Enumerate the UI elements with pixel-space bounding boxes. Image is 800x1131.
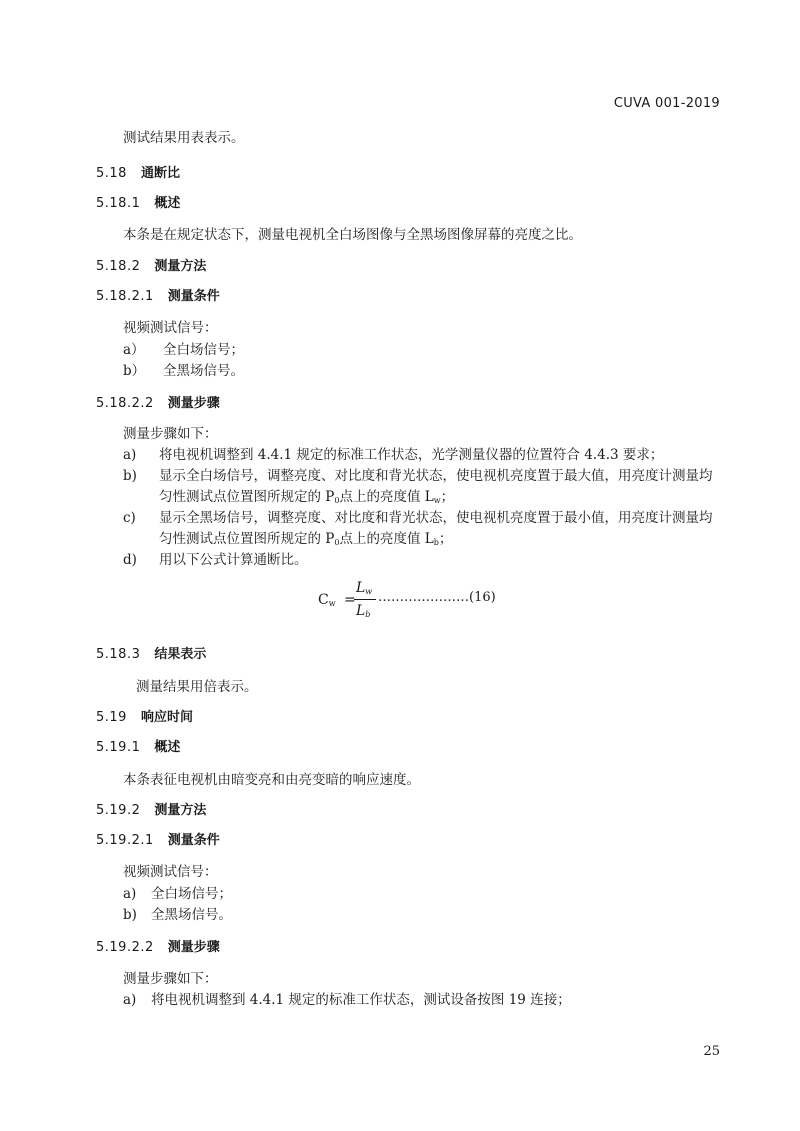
- paragraph-5-18-3: 测量结果用倍表示。: [136, 679, 258, 695]
- subscript: w: [433, 496, 441, 505]
- formula-lhs: [318, 590, 356, 614]
- subscript: 0: [334, 496, 340, 505]
- list-marker: d): [123, 552, 137, 568]
- list-item-text: 全白场信号；: [163, 342, 244, 358]
- list-item: [123, 905, 232, 925]
- page-number: 25: [703, 1044, 720, 1059]
- heading-title: 测量步骤: [167, 940, 220, 955]
- heading-number: 5.19.2.1: [96, 833, 154, 848]
- text: 点上的亮度值 L: [339, 489, 434, 505]
- list-marker: a): [123, 992, 137, 1008]
- formula-denominator: [356, 601, 370, 625]
- heading-number: 5.19.2: [96, 803, 141, 818]
- heading-title: 结果表示: [154, 647, 207, 662]
- heading-title: 测量步骤: [167, 396, 220, 411]
- heading-title: 概述: [154, 740, 181, 755]
- formula-symbol: L: [356, 580, 366, 596]
- heading-5-19-2-2: [96, 938, 220, 958]
- list-marker: b): [123, 468, 137, 484]
- list-marker: a): [123, 886, 137, 902]
- heading-title: 概述: [154, 196, 181, 211]
- heading-5-18-3: [96, 645, 206, 665]
- text: 点上的亮度值 L: [339, 531, 434, 547]
- heading-number: 5.18.2: [96, 259, 141, 274]
- paragraph-5-18-1: 本条是在规定状态下，测量电视机全白场图像与全黑场图像屏幕的亮度之比。: [123, 227, 582, 243]
- list-intro: 视频测试信号：: [123, 320, 218, 336]
- heading-title: 测量方法: [154, 259, 207, 274]
- list-item-text: 全白场信号；: [151, 886, 232, 902]
- list-item-text: 显示全白场信号，调整亮度、对比度和背光状态，使电视机亮度置于最大值，用亮度计测量均: [159, 468, 713, 484]
- paragraph-5-19-1: 本条表征电视机由暗变亮和由亮变暗的响应速度。: [123, 772, 420, 788]
- steps-intro: 测量步骤如下：: [123, 426, 218, 442]
- intro-line: 测试结果用表表示。: [123, 130, 245, 146]
- heading-number: 5.18.2.2: [96, 396, 154, 411]
- heading-5-18-1: [96, 194, 180, 214]
- heading-title: 测量方法: [154, 803, 207, 818]
- formula-leader: [378, 588, 496, 608]
- list-item-text: 将电视机调整到 4.4.1 规定的标准工作状态，光学测量仪器的位置符合 4.4.3 要求；: [159, 447, 664, 463]
- heading-5-18-2-1: [96, 287, 220, 307]
- heading-number: 5.18.2.1: [96, 289, 154, 304]
- list-item: [123, 466, 713, 486]
- subscript: b: [433, 538, 439, 547]
- heading-number: 5.18.1: [96, 196, 141, 211]
- heading-5-18-2: [96, 257, 206, 277]
- formula-dots: …………………: [378, 590, 469, 605]
- formula-symbol: C: [318, 592, 329, 608]
- heading-title: 测量条件: [167, 833, 220, 848]
- heading-number: 5.19.1: [96, 740, 141, 755]
- list-item: [123, 990, 571, 1010]
- list-item-text: 将电视机调整到 4.4.1 规定的标准工作状态，测试设备按图 19 连接；: [151, 992, 571, 1008]
- text: ；: [438, 531, 453, 547]
- heading-title: 响应时间: [140, 710, 193, 725]
- document-id-header: CUVA 001-2019: [613, 96, 720, 111]
- list-item: [123, 550, 308, 570]
- list-marker: a): [123, 447, 137, 463]
- heading-title: 测量条件: [167, 289, 220, 304]
- heading-5-18-2-2: [96, 394, 220, 414]
- formula-subscript: b: [365, 610, 371, 619]
- list-intro: 视频测试信号：: [123, 864, 218, 880]
- formula-equals: =: [344, 592, 356, 608]
- list-item-text: 显示全黑场信号，调整亮度、对比度和背光状态，使电视机亮度置于最小值，用亮度计测量均: [159, 510, 713, 526]
- heading-title: 通断比: [140, 166, 180, 181]
- heading-number: 5.19.2.2: [96, 940, 154, 955]
- heading-5-19-2-1: [96, 831, 220, 851]
- list-item-text: 全黑场信号。: [163, 363, 244, 379]
- formula-number: (16): [469, 590, 496, 605]
- text: 匀性测试点位置图所规定的 P: [159, 531, 335, 547]
- list-item-text: 用以下公式计算通断比。: [159, 552, 308, 568]
- heading-5-19: [96, 708, 193, 728]
- list-marker: c): [123, 510, 136, 526]
- fraction-bar: [354, 599, 376, 600]
- heading-5-19-1: [96, 738, 180, 758]
- text: 匀性测试点位置图所规定的 P: [159, 489, 335, 505]
- steps-intro: 测量步骤如下：: [123, 971, 218, 987]
- heading-5-18: [96, 164, 180, 184]
- list-marker: b）: [123, 363, 146, 379]
- list-marker: a）: [123, 342, 145, 358]
- heading-number: 5.18.3: [96, 647, 141, 662]
- list-item: [123, 445, 663, 465]
- list-item: [123, 340, 244, 360]
- list-item: [123, 361, 244, 381]
- text: ；: [440, 489, 455, 505]
- list-item: [123, 884, 232, 904]
- heading-number: 5.18: [96, 166, 127, 181]
- list-item-text: 全黑场信号。: [151, 907, 232, 923]
- list-marker: b): [123, 907, 137, 923]
- heading-number: 5.19: [96, 710, 127, 725]
- list-item: [123, 508, 713, 528]
- subscript: 0: [334, 538, 340, 547]
- heading-5-19-2: [96, 801, 206, 821]
- formula-symbol: L: [356, 603, 366, 619]
- formula-subscript: w: [328, 599, 336, 608]
- formula-subscript: w: [365, 587, 373, 596]
